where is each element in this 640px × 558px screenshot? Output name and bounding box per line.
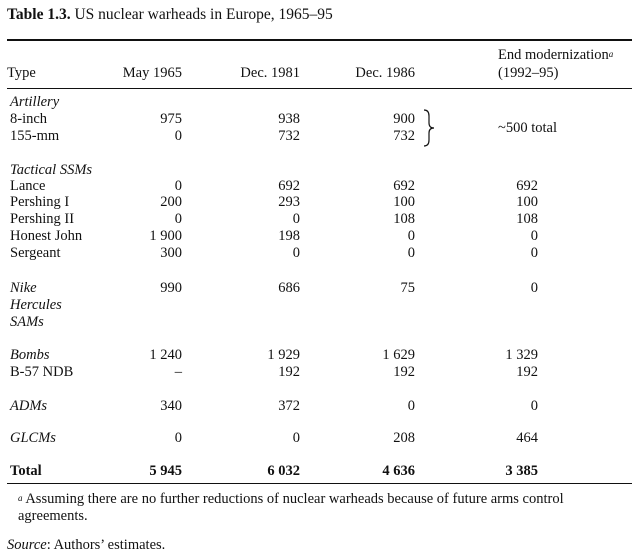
cell-adms-1986: 0 [407, 398, 415, 414]
cell-8-inch-1986: 900 [393, 111, 415, 127]
cell-sergeant-1986: 0 [407, 245, 415, 261]
header-dec-1986: Dec. 1986 [355, 65, 415, 81]
cell-bombs-1981: 1 929 [267, 347, 300, 363]
cell-nike-1981: 686 [278, 280, 300, 296]
cell-nike-1965: 990 [160, 280, 182, 296]
cell-nike-end: 0 [530, 280, 538, 296]
footnote-ref-mark: a [608, 49, 614, 59]
row-label-total: Total [10, 463, 42, 479]
cell-sergeant-end: 0 [530, 245, 538, 261]
cell-glcms-1981: 0 [292, 430, 300, 446]
cell-lance-1965: 0 [174, 178, 182, 194]
cell-adms-end: 0 [530, 398, 538, 414]
row-label-b-57-ndb: B-57 NDB [10, 364, 74, 380]
cell-pershing-ii-1965: 0 [174, 211, 182, 227]
cell-pershing-ii-1981: 0 [292, 211, 300, 227]
cell-adms-1965: 340 [160, 398, 182, 414]
cell-pershing-ii-1986: 108 [393, 211, 415, 227]
cell-total-1981: 6 032 [267, 463, 300, 479]
cell-pershing-i-1981: 293 [278, 194, 300, 210]
cell-total-1965: 5 945 [149, 463, 182, 479]
bottom-rule [7, 483, 632, 484]
cell-glcms-1986: 208 [393, 430, 415, 446]
cell-honest-john-1986: 0 [407, 228, 415, 244]
row-label-sams: SAMs [10, 314, 44, 330]
cell-sergeant-1965: 300 [160, 245, 182, 261]
cell-glcms-end: 464 [516, 430, 538, 446]
row-label-nike: Nike [10, 280, 37, 296]
cell-bombs-1986: 1 629 [382, 347, 415, 363]
artillery-total-estimate: ~500 total [498, 120, 557, 136]
cell-8-inch-1965: 975 [160, 111, 182, 127]
row-label-adms: ADMs [10, 398, 48, 414]
footnote [18, 491, 632, 525]
right-brace-icon [422, 108, 436, 148]
footnote-mark: a [18, 493, 23, 503]
header-end-modernization-text: End modernization [498, 47, 609, 63]
cell-honest-john-1965: 1 900 [149, 228, 182, 244]
cell-lance-1986: 692 [393, 178, 415, 194]
group-artillery: Artillery [10, 94, 60, 110]
cell-155-mm-1981: 732 [278, 128, 300, 144]
cell-b-57-ndb-1986: 192 [393, 364, 415, 380]
footnote-text: Assuming there are no further reductions of nuclear warheads because of future arms control agreements. [18, 491, 564, 524]
row-label-8-inch: 8-inch [10, 111, 48, 127]
cell-adms-1981: 372 [278, 398, 300, 414]
group-tactical-ssms: Tactical SSMs [10, 162, 93, 178]
source-note [7, 537, 165, 554]
row-label-lance: Lance [10, 178, 46, 194]
source-text: : Authors’ estimates. [46, 537, 166, 553]
cell-pershing-i-1986: 100 [393, 194, 415, 210]
row-label-bombs: Bombs [10, 347, 50, 363]
cell-b-57-ndb-end: 192 [516, 364, 538, 380]
cell-pershing-i-end: 100 [516, 194, 538, 210]
top-rule [7, 39, 632, 41]
header-rule [7, 88, 632, 89]
cell-pershing-i-1965: 200 [160, 194, 182, 210]
cell-155-mm-1986: 732 [393, 128, 415, 144]
cell-total-end: 3 385 [505, 463, 538, 479]
table-title-text: US nuclear warheads in Europe, 1965–95 [74, 6, 333, 23]
header-end-modernization [498, 47, 613, 64]
row-label-pershing-ii: Pershing II [10, 211, 75, 227]
cell-b-57-ndb-1965: – [174, 364, 182, 380]
source-label: Source [7, 537, 47, 553]
row-label-hercules: Hercules [10, 297, 62, 313]
cell-lance-end: 692 [516, 178, 538, 194]
cell-nike-1986: 75 [400, 280, 415, 296]
row-label-155-mm: 155-mm [10, 128, 60, 144]
row-label-sergeant: Sergeant [10, 245, 61, 261]
cell-8-inch-1981: 938 [278, 111, 300, 127]
header-dec-1981: Dec. 1981 [240, 65, 300, 81]
header-may-1965: May 1965 [122, 65, 182, 81]
cell-total-1986: 4 636 [382, 463, 415, 479]
cell-155-mm-1965: 0 [174, 128, 182, 144]
cell-honest-john-end: 0 [530, 228, 538, 244]
table-title [7, 6, 333, 24]
table-number: Table 1.3. [7, 6, 71, 23]
cell-b-57-ndb-1981: 192 [278, 364, 300, 380]
cell-sergeant-1981: 0 [292, 245, 300, 261]
row-label-honest-john: Honest John [10, 228, 83, 244]
header-type: Type [7, 65, 36, 81]
cell-pershing-ii-end: 108 [516, 211, 538, 227]
cell-lance-1981: 692 [278, 178, 300, 194]
header-end-modernization-years: (1992–95) [498, 65, 559, 81]
cell-bombs-end: 1 329 [505, 347, 538, 363]
cell-bombs-1965: 1 240 [149, 347, 182, 363]
row-label-glcms: GLCMs [10, 430, 56, 446]
cell-glcms-1965: 0 [174, 430, 182, 446]
cell-honest-john-1981: 198 [278, 228, 300, 244]
row-label-pershing-i: Pershing I [10, 194, 70, 210]
